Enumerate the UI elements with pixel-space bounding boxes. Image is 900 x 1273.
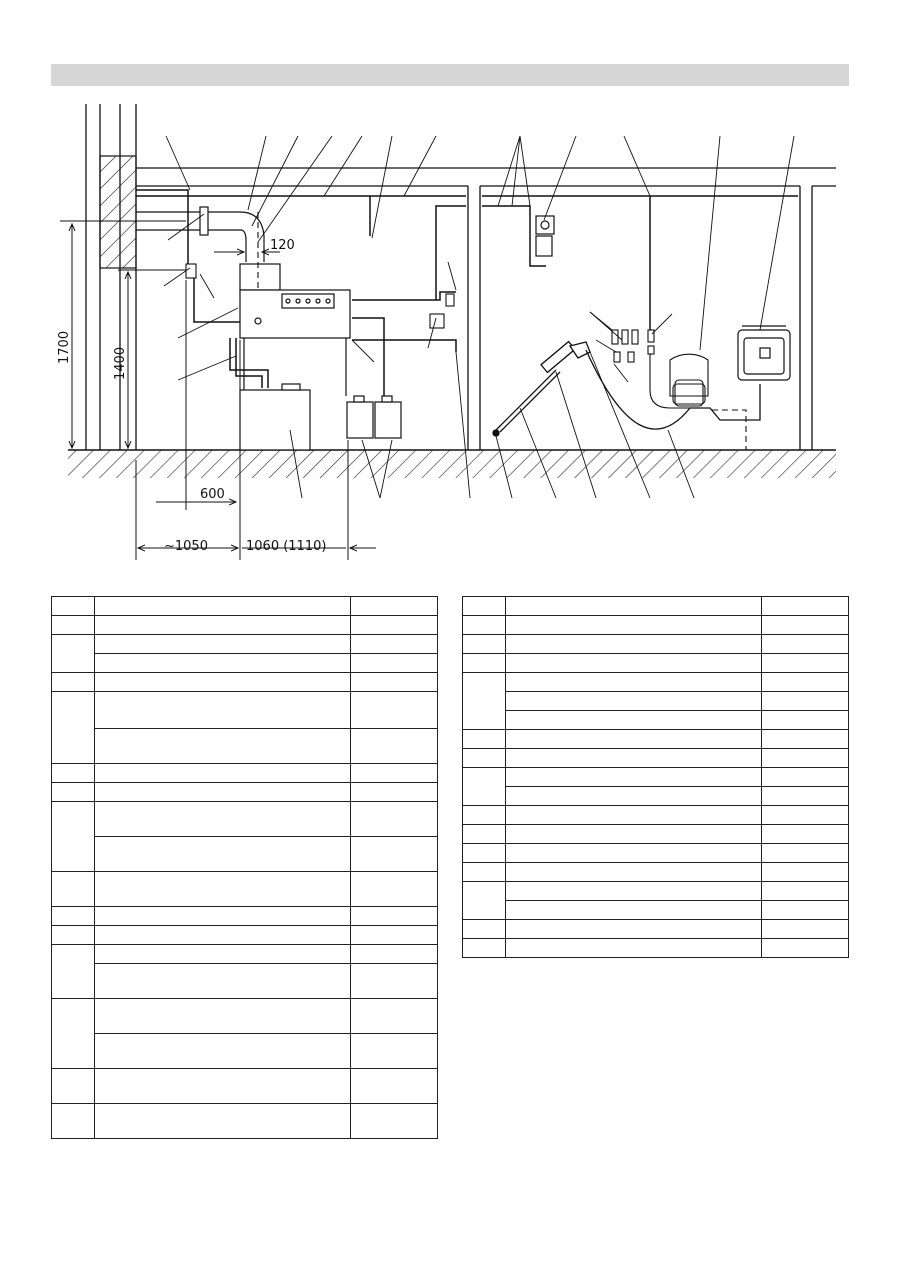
table-cell <box>94 764 350 783</box>
table-cell <box>762 597 849 616</box>
table-cell <box>52 783 95 802</box>
table-cell <box>94 926 350 945</box>
table-cell <box>52 872 95 907</box>
table-cell <box>351 1034 438 1069</box>
table-cell <box>94 616 350 635</box>
exhaust-pipe <box>136 207 264 262</box>
table-cell <box>351 999 438 1034</box>
table-cell <box>94 837 350 872</box>
table-cell <box>505 597 761 616</box>
table-row <box>52 1034 438 1069</box>
table-row <box>52 1104 438 1139</box>
wall-control-box <box>536 216 554 256</box>
table-cell <box>762 863 849 882</box>
table-cell <box>505 616 761 635</box>
table-cell <box>762 844 849 863</box>
chimney-block <box>100 156 136 268</box>
table-cell <box>505 863 761 882</box>
table-row <box>52 616 438 635</box>
table-cell <box>463 863 506 882</box>
table-cell <box>762 768 849 787</box>
table-row <box>52 837 438 872</box>
detergent-canisters <box>347 396 401 438</box>
table-cell <box>94 783 350 802</box>
table-cell <box>351 1069 438 1104</box>
table-cell <box>351 837 438 872</box>
dim-1700: 1700 <box>57 330 72 364</box>
table-cell <box>505 730 761 749</box>
dim-1060: 1060 (1110) <box>246 539 327 554</box>
table-cell <box>463 806 506 825</box>
table-row <box>463 711 849 730</box>
ground-floor <box>68 450 836 478</box>
table-cell <box>505 749 761 768</box>
table-cell <box>351 764 438 783</box>
dim-120: 120 <box>270 238 295 253</box>
spray-gun-lance <box>493 342 760 436</box>
table-row <box>463 616 849 635</box>
table-row <box>463 844 849 863</box>
table-cell <box>463 825 506 844</box>
table-cell <box>351 597 438 616</box>
table-cell <box>463 597 506 616</box>
table-cell <box>762 920 849 939</box>
table-row <box>463 673 849 692</box>
table-cell <box>94 802 350 837</box>
table-cell <box>505 825 761 844</box>
table-row <box>52 872 438 907</box>
table-row <box>463 749 849 768</box>
table-cell <box>94 964 350 999</box>
table-cell <box>351 872 438 907</box>
table-cell <box>52 597 95 616</box>
table-cell <box>463 730 506 749</box>
table-cell <box>463 920 506 939</box>
table-cell <box>762 882 849 901</box>
table-cell <box>463 673 506 730</box>
table-cell <box>52 635 95 673</box>
table-cell <box>351 635 438 654</box>
table-cell <box>505 806 761 825</box>
hose-reel <box>650 350 708 408</box>
table-cell <box>351 783 438 802</box>
table-row <box>52 597 438 616</box>
dim-1050: ~1050 <box>164 539 208 554</box>
table-cell <box>505 787 761 806</box>
table-cell <box>762 654 849 673</box>
parts-table-right <box>462 596 849 958</box>
table-cell <box>505 920 761 939</box>
fuel-tank <box>240 384 310 450</box>
dim-1400: 1400 <box>113 346 128 380</box>
table-row <box>52 999 438 1034</box>
building-wall <box>86 104 836 450</box>
table-cell <box>351 673 438 692</box>
table-row <box>52 783 438 802</box>
table-row <box>463 654 849 673</box>
parts-table-left <box>51 596 438 1139</box>
table-cell <box>351 1104 438 1139</box>
table-row <box>52 802 438 837</box>
table-cell <box>351 964 438 999</box>
table-row <box>463 806 849 825</box>
table-cell <box>505 654 761 673</box>
table-cell <box>505 844 761 863</box>
table-cell <box>505 711 761 730</box>
table-cell <box>762 616 849 635</box>
table-row <box>463 920 849 939</box>
table-cell <box>762 825 849 844</box>
table-cell <box>52 1069 95 1104</box>
dimension-lines <box>60 221 376 560</box>
table-cell <box>52 999 95 1069</box>
table-cell <box>52 616 95 635</box>
table-cell <box>762 806 849 825</box>
table-row <box>52 635 438 654</box>
table-cell <box>94 635 350 654</box>
table-cell <box>94 692 350 729</box>
table-row <box>463 597 849 616</box>
table-cell <box>463 616 506 635</box>
table-cell <box>351 654 438 673</box>
hose-box <box>738 326 790 380</box>
table-cell <box>52 802 95 872</box>
table-cell <box>505 768 761 787</box>
table-cell <box>351 907 438 926</box>
dim-600: 600 <box>200 487 225 502</box>
table-row <box>52 945 438 964</box>
table-cell <box>94 999 350 1034</box>
table-cell <box>52 692 95 764</box>
table-cell <box>351 802 438 837</box>
table-cell <box>52 764 95 783</box>
table-cell <box>463 768 506 806</box>
table-row <box>463 692 849 711</box>
table-row <box>463 863 849 882</box>
table-cell <box>94 1034 350 1069</box>
table-cell <box>94 729 350 764</box>
table-cell <box>351 616 438 635</box>
table-cell <box>463 654 506 673</box>
table-cell <box>762 939 849 958</box>
section-header-bar <box>51 64 849 86</box>
table-cell <box>762 787 849 806</box>
table-cell <box>463 882 506 920</box>
table-row <box>463 768 849 787</box>
table-cell <box>94 945 350 964</box>
table-row <box>463 882 849 901</box>
table-cell <box>463 939 506 958</box>
table-row <box>463 635 849 654</box>
table-cell <box>505 673 761 692</box>
table-cell <box>52 945 95 999</box>
table-cell <box>351 692 438 729</box>
table-cell <box>94 597 350 616</box>
table-cell <box>463 844 506 863</box>
table-row <box>52 926 438 945</box>
table-cell <box>762 692 849 711</box>
table-cell <box>762 749 849 768</box>
table-cell <box>94 872 350 907</box>
table-cell <box>351 945 438 964</box>
table-cell <box>762 730 849 749</box>
table-cell <box>505 692 761 711</box>
table-row <box>52 907 438 926</box>
installation-diagram <box>0 95 900 570</box>
table-cell <box>505 882 761 901</box>
table-row <box>463 825 849 844</box>
table-row <box>463 787 849 806</box>
table-cell <box>94 673 350 692</box>
table-row <box>52 964 438 999</box>
table-cell <box>351 926 438 945</box>
table-cell <box>762 711 849 730</box>
table-cell <box>52 926 95 945</box>
table-row <box>463 939 849 958</box>
table-cell <box>505 901 761 920</box>
table-cell <box>351 729 438 764</box>
table-row <box>463 730 849 749</box>
table-cell <box>505 635 761 654</box>
table-cell <box>94 1069 350 1104</box>
table-cell <box>505 939 761 958</box>
table-row <box>52 764 438 783</box>
table-cell <box>94 654 350 673</box>
table-cell <box>762 673 849 692</box>
table-cell <box>94 1104 350 1139</box>
table-cell <box>52 907 95 926</box>
table-cell <box>762 635 849 654</box>
table-cell <box>463 749 506 768</box>
table-row <box>463 901 849 920</box>
table-cell <box>52 1104 95 1139</box>
table-row <box>52 692 438 729</box>
table-cell <box>762 901 849 920</box>
table-row <box>52 729 438 764</box>
table-cell <box>463 635 506 654</box>
table-cell <box>52 673 95 692</box>
table-row <box>52 673 438 692</box>
table-row <box>52 654 438 673</box>
table-cell <box>94 907 350 926</box>
table-row <box>52 1069 438 1104</box>
